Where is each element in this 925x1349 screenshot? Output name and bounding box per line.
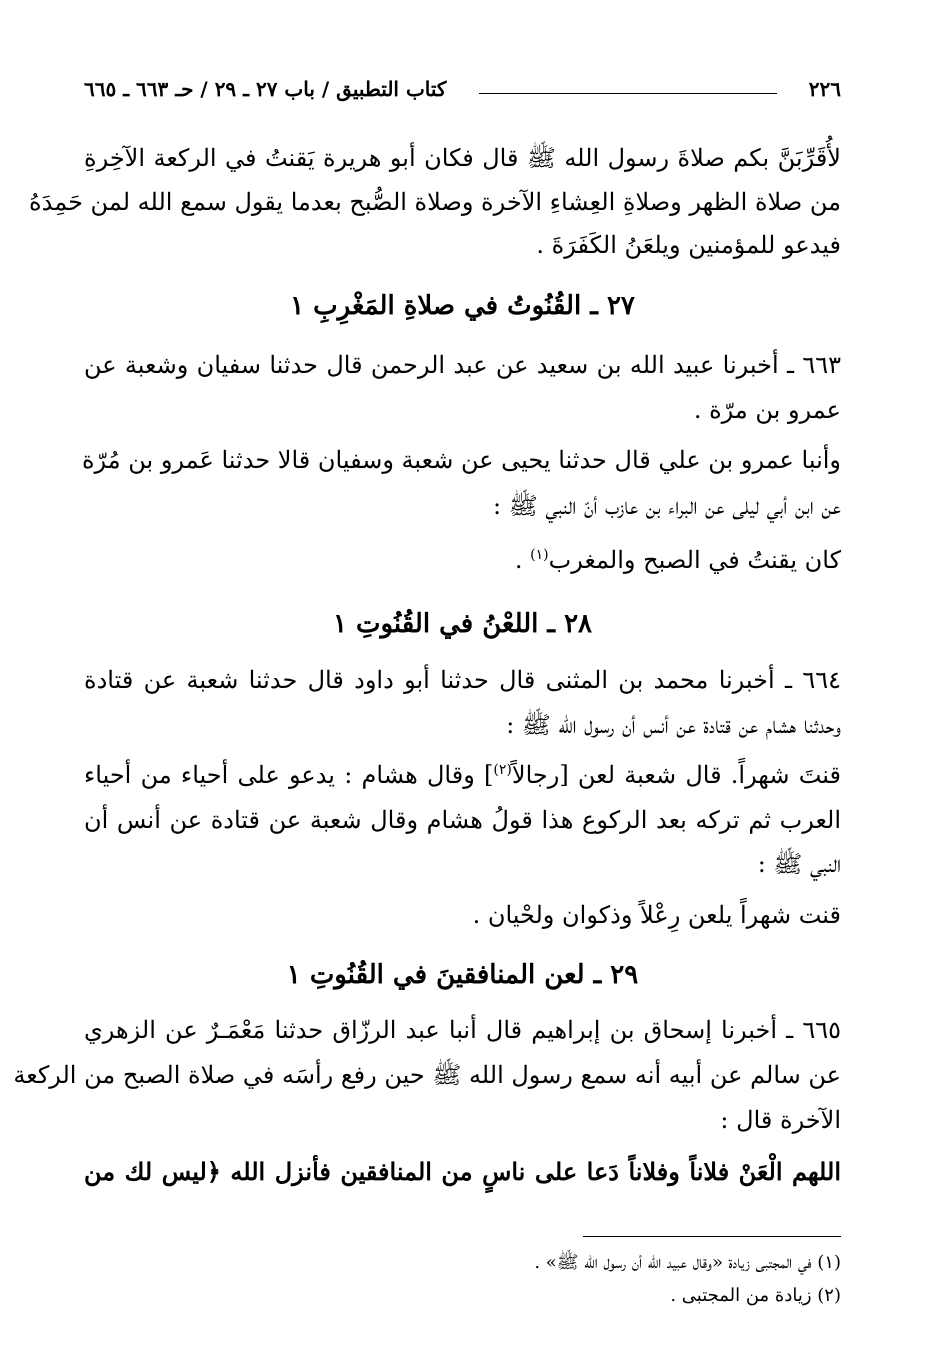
footnote-2: (٢) زيادة من المجتبى . xyxy=(670,1285,841,1306)
text-line: الآخرة قال : xyxy=(720,1106,841,1134)
text-line: عمرو بن مرّة . xyxy=(693,396,841,424)
text-line: فيدعو للمؤمنين ويلعَنُ الكَفَرَةَ . xyxy=(536,231,841,259)
header-rule xyxy=(479,93,777,94)
chapter-heading-28: ٢٨ ـ اللعْنُ في القُنُوتِ ١ xyxy=(332,609,593,639)
hadith-664-line: ٦٦٤ ـ أخبرنا محمد بن المثنى قال حدثنا أبو داود قال حدثنا شعبة عن قتادة xyxy=(84,666,842,694)
hadith-matn-line xyxy=(84,755,841,795)
text-line: قنت شهراً يلعن رِعْلاً وذكوان ولحْيان . xyxy=(472,901,841,929)
footnote-1: (١) في المجتبى زيادة «وقال عبيد الله أن رسول الله ﷺ» . xyxy=(534,1252,841,1273)
page-number: ٢٢٦ xyxy=(808,77,841,101)
matn-text: كان يقنتُ في الصبح والمغرب xyxy=(548,546,841,574)
matn-text: وقال هشام : يدعو على أحياء من أحياء xyxy=(84,761,475,789)
footnote-ref-2: (٢) xyxy=(493,762,512,778)
hadith-665-line: ٦٦٥ ـ أخبرنا إسحاق بن إبراهيم قال أنبا عبد الرزّاق حدثنا مَعْمَـرٌ عن الزهري xyxy=(84,1016,841,1044)
chapter-heading-29: ٢٩ ـ لعن المنافقينَ في القُنُوتِ ١ xyxy=(286,960,639,990)
text-line: وحدثنا هشام عن قتادة عن أنس أن رسول الله ﷺ : xyxy=(506,711,841,739)
chapter-heading-27: ٢٧ ـ القُنُوتُ في صلاةِ المَغْرِبِ ١ xyxy=(290,291,635,321)
text-line: لأُقَرِّبَنَّ بكم صلاةَ رسول الله ﷺ قال فكان أبو هريرة يَقنتُ في الركعة الآخِرةِ xyxy=(84,144,841,172)
text-line: من صلاة الظهر وصلاةِ العِشاءِ الآخرة وصلاة الصُّبح بعدما يقول سمع الله لمن حَمِدَهُ xyxy=(29,188,841,216)
hadith-matn-line xyxy=(515,540,841,580)
running-title: كتاب التطبيق / باب ٢٧ ـ ٢٩ / حـ ٦٦٣ ـ ٦٦٥ xyxy=(84,77,447,101)
text-line: عن ابن أبي ليلى عن البراء بن عازب أنّ النبي ﷺ : xyxy=(493,492,841,520)
text-line: النبي ﷺ : xyxy=(757,850,841,878)
text-line: وأنبا عمرو بن علي قال حدثنا يحيى عن شعبة وسفيان قالا حدثنا عَمرو بن مُرّة xyxy=(81,446,841,474)
bracket-close: ] xyxy=(484,761,494,789)
matn-text: قنتَ شهراً. قال شعبة لعن [رجالاً xyxy=(511,761,841,789)
footnote-rule xyxy=(583,1236,841,1237)
hadith-663-line: ٦٦٣ ـ أخبرنا عبيد الله بن سعيد عن عبد الرحمن قال حدثنا سفيان وشعبة عن xyxy=(84,351,841,379)
text-line: العرب ثم تركه بعد الركوع هذا قولُ هشام وقال شعبة عن قتادة عن أنس أن xyxy=(84,806,841,834)
running-header xyxy=(84,74,841,104)
text-line: عن سالم عن أبيه أنه سمع رسول الله ﷺ حين رفع رأسَه في صلاة الصبح من الركعة xyxy=(13,1061,841,1089)
footnote-ref-1: (١) xyxy=(530,547,549,563)
text-line: اللهم الْعَنْ فلاناً وفلاناً دَعا على ناسٍ من المنافقين فأنزل الله ﴿ليس لك من xyxy=(84,1157,841,1186)
period: . xyxy=(514,546,531,574)
